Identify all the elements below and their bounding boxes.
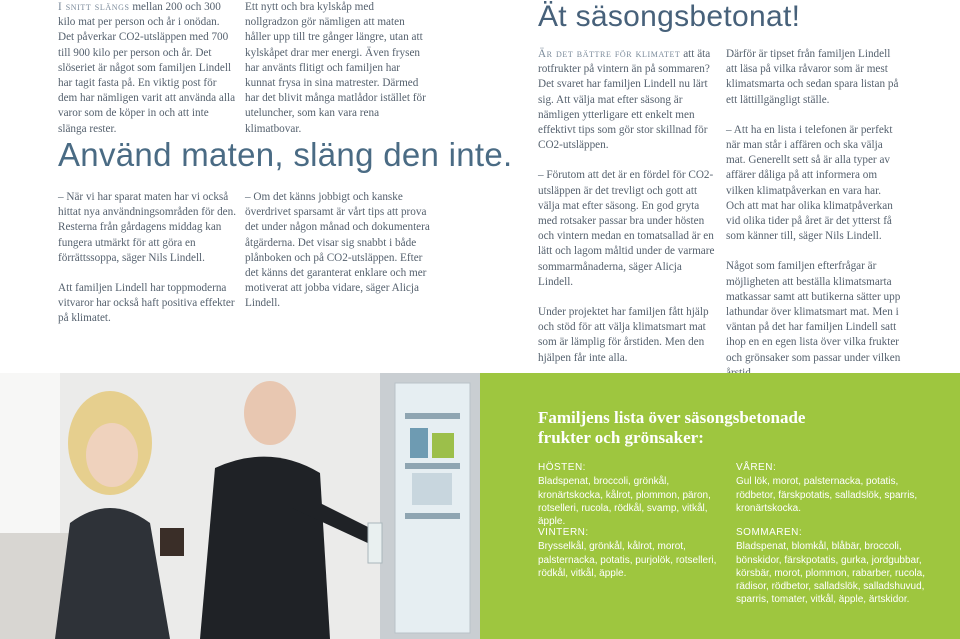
season-label: VINTERN:: [538, 527, 589, 538]
text-column-2-lower: [245, 190, 430, 327]
season-spring: [736, 461, 921, 515]
text-column-1: [58, 0, 238, 152]
season-label: SOMMAREN:: [736, 527, 803, 538]
paragraph: – Förutom att det är en fördel för CO2-utsläppen är det trevligt och gott att välja mat efter säsong. En god gryta med rotsaker passar bra under hösten och vintern medan en tomatsallad är en lätt och lagom måltid under de varmare sommarmånaderna, säger Alicja Lindell.: [538, 169, 715, 288]
lead-label: I snitt slängs: [58, 1, 130, 13]
season-text: Gul lök, morot, palsternacka, potatis, rödbetor, färskpotatis, salladslök, sparris, kronärtskocka.: [736, 476, 918, 514]
text-column-2: [245, 0, 430, 152]
section-headline: Ät säsongsbetonat!: [538, 0, 801, 33]
season-summer: [736, 526, 926, 607]
season-winter: [538, 526, 723, 580]
paragraph: – Om det känns jobbigt och kanske överdrivet sparsamt är vårt tips att prova det under någon månad och dokumentera åtgärderna. Det visar sig snabbt i både plånboken och på CO2-utsläppen. Efter det känns det garanterat enklare och mer motiverat att jobba vidare, säger Alicja Lindell.: [245, 191, 430, 310]
paragraph: [538, 47, 716, 153]
family-kitchen-photo: [0, 373, 480, 639]
text-column-4: [726, 47, 902, 396]
paragraph-text: att äta rotfrukter på vintern än på sommaren? Det svaret har familjen Lindell nu lärt sig. Att välja mat efter säsong är nämligen ytterligare ett enkelt men effektivt tips som gör stor skillnad för CO2-utsläppen.: [538, 48, 711, 152]
paragraph: Ett nytt och bra kylskåp med nollgradzon gör nämligen att maten håller upp till tre gånger längre, utan att kylskåpet drar mer energi. Även frysen har använts flitigt och familjen har kunnat frysa in sina matrester. Därmed har det blivit många matlådor istället för uteluncher, som kan vara rena klimatbovar.: [245, 1, 426, 135]
paragraph: – När vi har sparat maten har vi också hittat nya användningsområden för den. Resterna från gårdagens middag kan fungera utmärkt för att göra en förrättssoppa, säger Nils Lindell.: [58, 191, 237, 264]
season-text: Brysselkål, grönkål, kålrot, morot, palsternacka, potatis, purjolök, rotselleri, rödkål, vitkål, äpple.: [538, 541, 717, 579]
photo-illustration: [0, 373, 480, 639]
text-column-3: [538, 47, 716, 381]
paragraph: Därför är tipset från familjen Lindell att läsa på vilka råvaror som är mest klimatsmarta och sedan spara listan på ett lättillgängligt ställe.: [726, 48, 899, 106]
paragraph: – Att ha en lista i telefonen är perfekt när man står i affären och ska välja mat. Generellt sett så är alla typer av affärer dåliga på att informera om vilken klimatpåverkan en vara har. Och att mat har olika klimatpåverkan vid olika tider på året är det ytterst få som känner till, säger Nils Lindell.: [726, 123, 893, 243]
main-headline: Använd maten, släng den inte.: [58, 136, 513, 173]
paragraph: [58, 0, 238, 137]
lead-label: Är det bättre för klimatet: [538, 48, 681, 60]
season-text: Bladspenat, blomkål, blåbär, broccoli, bönskidor, färskpotatis, gurka, jordgubbar, körsbär, morot, plommon, rabarber, rucola, rädisor, rödbetor, salladslök, salladshuvud, sparris, tomater, vitkål, äpple, ärtskidor.: [736, 541, 925, 606]
season-autumn: [538, 461, 723, 528]
paragraph-text: mellan 200 och 300 kilo mat per person och år i onödan. Det påverkar CO2-utsläppen med 700 till 900 kilo per person och år. Det slöseriet är något som familjen Lindell har tagit fasta på. En viktig post för dem har nämligen varit att använda alla varor som de köper in och att inte slänga rester.: [58, 1, 236, 135]
season-text: Bladspenat, broccoli, grönkål, kronärtskocka, kålrot, plommon, päron, rotselleri, rucola, rödkål, svamp, vitkål, äpple.: [538, 476, 711, 528]
paragraph: Under projektet har familjen fått hjälp och stöd för att välja klimatsmart mat som är lämplig för årstiden. Men den hjälpen får inte alla.: [538, 306, 709, 364]
seasonal-list-box: [480, 373, 960, 639]
paragraph: Något som familjen efterfrågar är möjligheten att beställa klimatsmarta matkassar samt att butikerna sätter upp lathundar över klimatsmart mat. Men i väntan på det har familjen Lindell satt ihop en en egen lista över vilka frukter och grönsaker som passar under vilken: [726, 260, 901, 364]
text-column-1-lower: [58, 190, 238, 342]
box-title: Familjens lista över säsongsbetonade frukter och grönsaker:: [538, 408, 806, 447]
season-label: HÖSTEN:: [538, 462, 586, 473]
paragraph: Att familjen Lindell har toppmoderna vitvaror har också haft positiva effekter på klimatet.: [58, 282, 235, 325]
season-label: VÅREN:: [736, 462, 777, 473]
